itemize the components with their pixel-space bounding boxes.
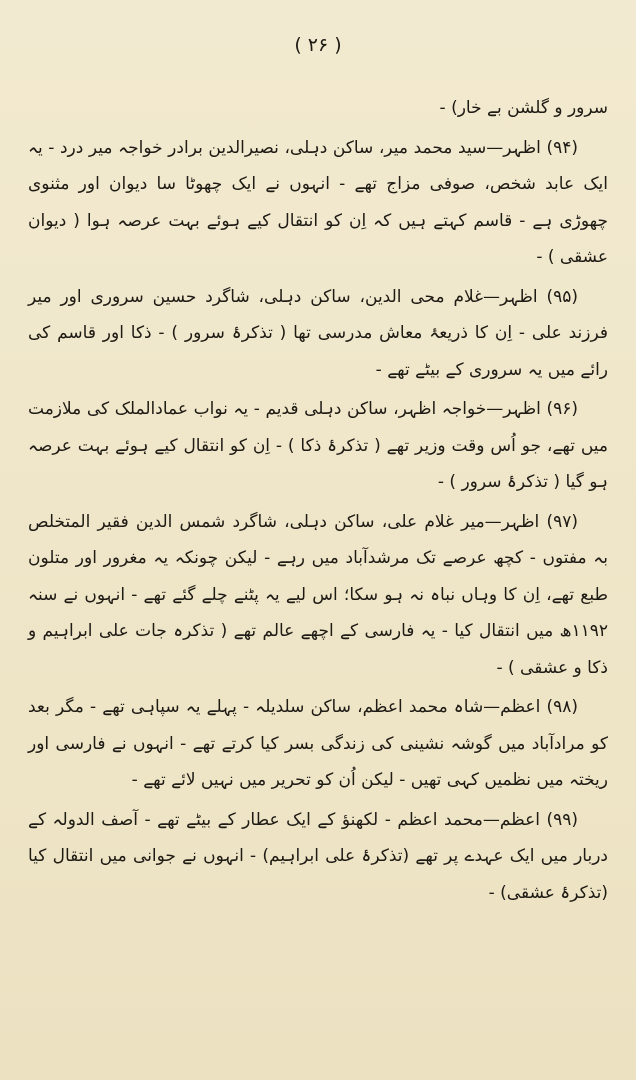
entry-98: (۹۸) اعظم—شاہ محمد اعظم، ساکن سلدیلہ - پہلے یہ سپاہی تھے - مگر بعد کو مرادآباد میں گوشہ نشینی کی زندگی بسر کیا کرتے تھے - انہوں نے فارسی اور ریختہ میں نظمیں کہی تھیں - لیکن اُن کو تحریر میں نہیں لائے تھے -: [28, 697, 608, 790]
body-text: [28, 90, 608, 911]
entry-95: (۹۵) اظہر—غلام محی الدین، ساکن دہلی، شاگرد حسین سروری اور میر فرزند علی - اِن کا ذریعۂ معاش مدرسی تھا ( تذکرۂ سرور ) - ذکا اور قاسم کی رائے میں یہ سروری کے بیٹے تھے -: [28, 286, 608, 380]
entry-94: (۹۴) اظہر—سید محمد میر، ساکن دہلی، نصیرالدین برادر خواجہ میر درد - یہ ایک عابد شخص، صوفی مزاج تھے - انہوں نے ایک چھوٹا سا دیوان اور مثنوی چھوڑی ہے - قاسم کہتے ہیں کہ اِن کو انتقال کیے ہوئے بہت عرصہ ہوا ( دیوان عشقی ) -: [28, 137, 608, 267]
page-number: ( ۲۶ ): [294, 34, 342, 56]
paragraph-continuation: سرور و گلشن بے خار) -: [439, 98, 608, 118]
entry-97: (۹۷) اظہر—میر غلام علی، ساکن دہلی، شاگرد شمس الدین فقیر المتخلص بہ مفتوں - کچھ عرصے تک مرشدآباد میں رہے - لیکن چونکہ یہ مغرور اور متلون طبع تھے، اِن کا وہاں نباہ نہ ہو سکا؛ اس لیے یہ پٹنے چلے گئے تھے - انہوں نے سنہ ۱۱۹۲ھ میں انتقال کیا - یہ فارسی کے اچھے عالم تھے ( تذکرہ جات علی ابراہیم و ذکا و عشقی ) -: [28, 511, 608, 678]
entry-99: (۹۹) اعظم—محمد اعظم - لکھنؤ کے ایک عطار کے بیٹے تھے - آصف الدولہ کے دربار میں ایک عہدے پر تھے (تذکرۂ علی ابراہیم) - انہوں نے جوانی میں انتقال کیا (تذکرۂ عشقی) -: [28, 809, 608, 903]
entry-96: (۹۶) اظہر—خواجہ اظہر، ساکن دہلی قدیم - یہ نواب عمادالملک کی ملازمت میں تھے، جو اُس وقت وزیر تھے ( تذکرۂ ذکا ) - اِن کو انتقال کیے ہوئے بہت عرصہ ہو گیا ( تذکرۂ سرور ) -: [28, 399, 608, 492]
